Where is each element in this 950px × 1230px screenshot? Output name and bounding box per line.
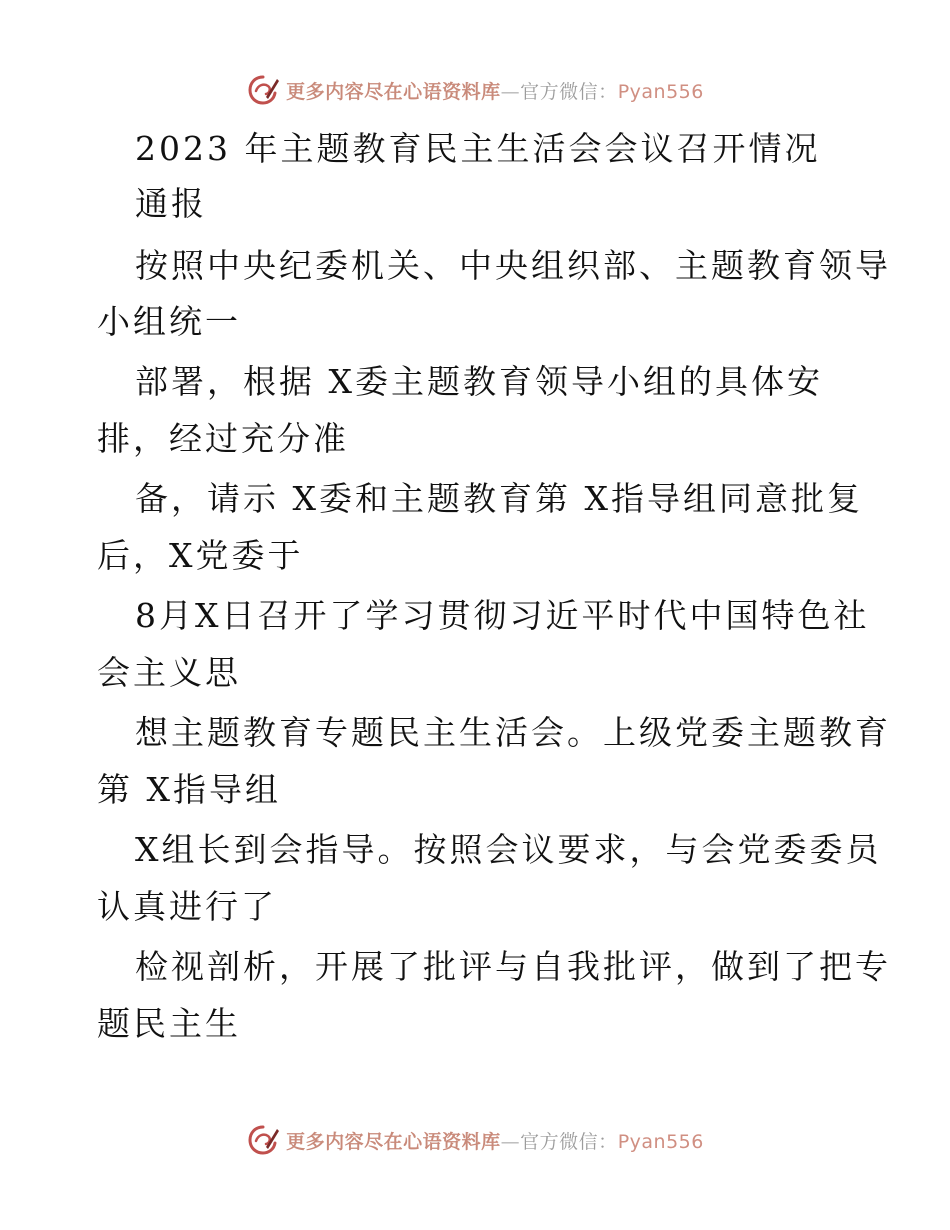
watermark-dash: —	[500, 1130, 521, 1153]
paragraph-line: 想主题教育专题民主生活会。上级党委主题教育	[135, 713, 891, 752]
footer-watermark	[0, 1120, 950, 1160]
watermark-wechat-id: Pyan556	[617, 1130, 704, 1153]
paragraph-line: 后，X党委于	[97, 536, 304, 575]
paragraph-line: 题民主生	[97, 1004, 241, 1043]
paragraph-line: 第 X指导组	[97, 770, 281, 809]
pen-swirl-logo-icon	[246, 1123, 280, 1157]
paragraph-line: 8月X日召开了学习贯彻习近平时代中国特色社	[135, 596, 870, 635]
watermark-brand: 更多内容尽在心语资料库	[286, 1130, 501, 1153]
paragraph-line: 小组统一	[97, 302, 241, 341]
header-watermark	[0, 70, 950, 110]
paragraph-line: X组长到会指导。按照会议要求，与会党委委员	[135, 830, 882, 869]
watermark-text	[286, 77, 704, 104]
pen-swirl-logo-icon	[246, 73, 280, 107]
watermark-brand: 更多内容尽在心语资料库	[286, 80, 501, 103]
watermark-official-label: 官方微信：	[520, 80, 618, 103]
paragraph-line: 按照中央纪委机关、中央组织部、主题教育领导	[135, 246, 891, 285]
watermark-official-label: 官方微信：	[520, 1130, 618, 1153]
paragraph-line: 会主义思	[97, 653, 241, 692]
watermark-dash: —	[500, 80, 521, 103]
paragraph-line: 排，经过充分准	[97, 419, 349, 458]
paragraph-line: 检视剖析，开展了批评与自我批评，做到了把专	[135, 947, 891, 986]
watermark-wechat-id: Pyan556	[617, 80, 704, 103]
watermark-text	[286, 1127, 704, 1154]
document-title-line-1: 2023 年主题教育民主生活会会议召开情况	[135, 129, 821, 168]
paragraph-line: 备，请示 X委和主题教育第 X指导组同意批复	[135, 479, 863, 518]
paragraph-line: 部署，根据 X委主题教育领导小组的具体安	[135, 362, 823, 401]
document-title-line-2: 通报	[135, 184, 207, 223]
paragraph-line: 认真进行了	[97, 887, 277, 926]
